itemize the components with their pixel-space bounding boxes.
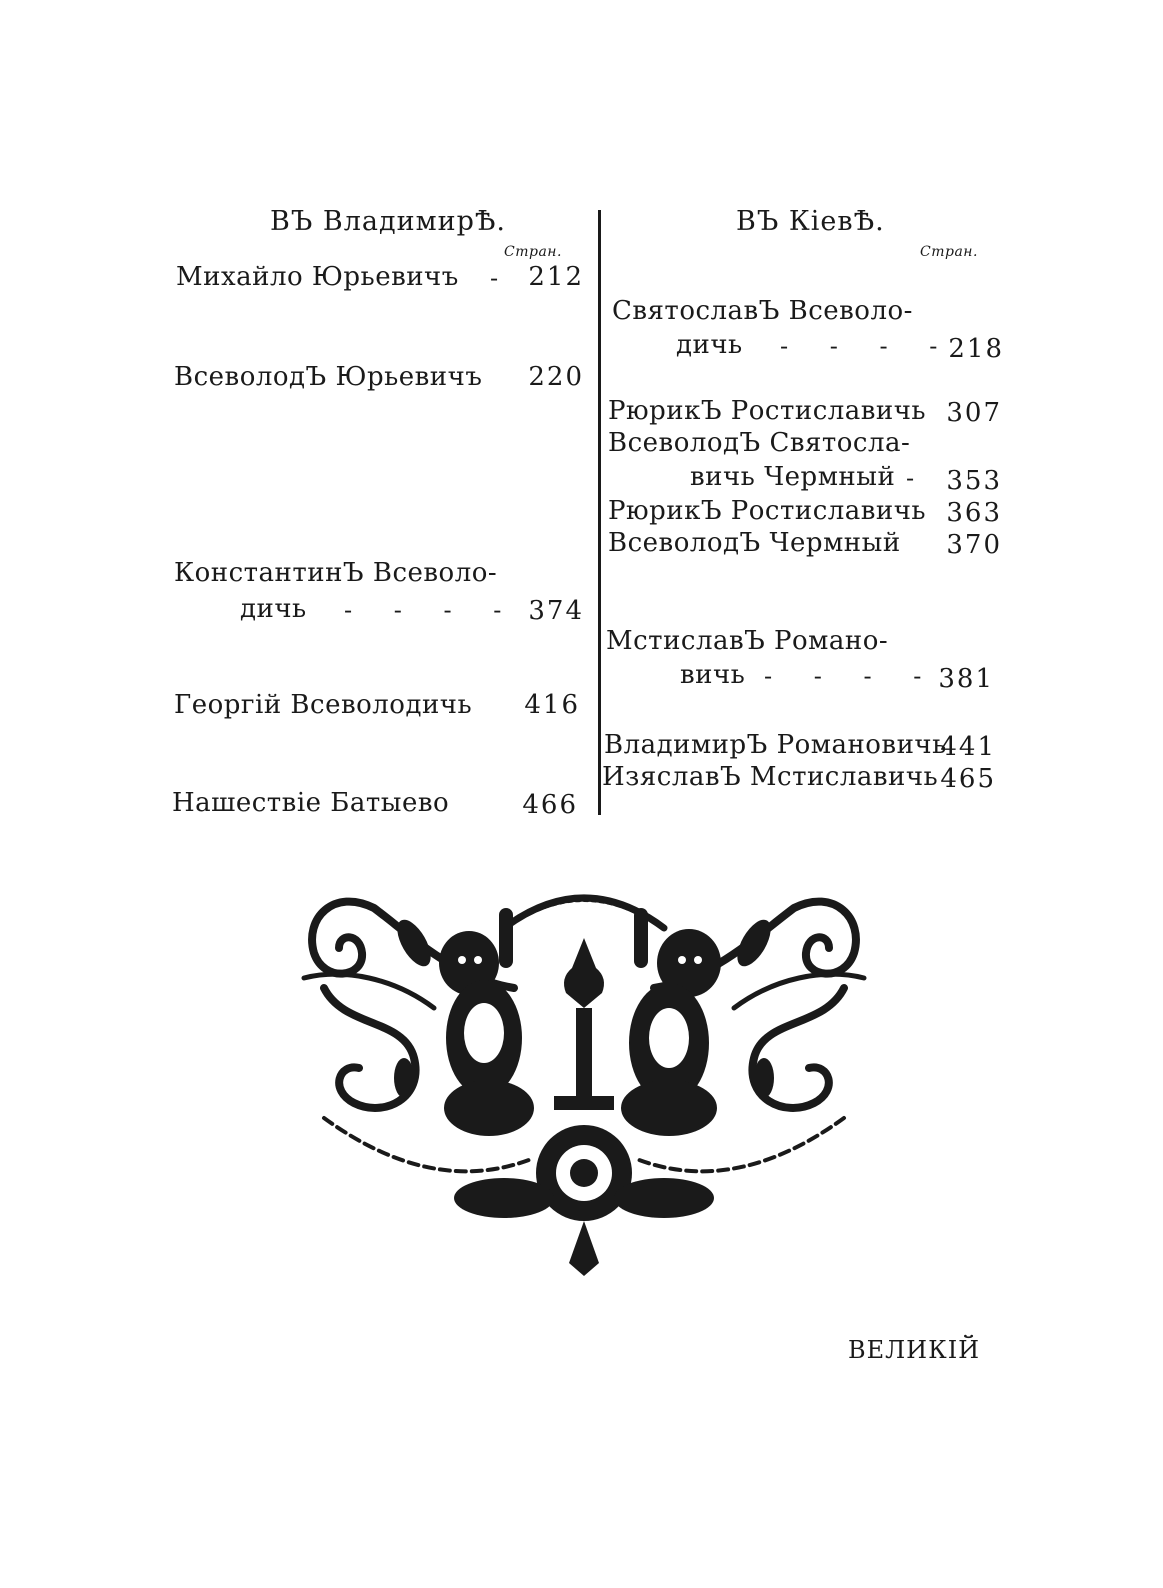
right-entry-8-page: 465 [940,764,996,794]
right-entry-3-name-line1: ВсеволодЪ Святосла- [608,428,911,458]
right-entry-7-page: 441 [940,732,996,762]
left-entry-3-page: 374 [528,596,584,626]
catchword: ВЕЛИКІЙ [848,1336,981,1364]
left-entry-4-page: 416 [524,690,580,720]
woodcut-ornament [284,868,884,1278]
left-entry-2-name: ВсеволодЪ Юрьевичъ [174,362,483,392]
right-entry-2-name: РюрикЪ Ростиславичь [608,396,927,426]
right-entry-6-name-line2: вичь [680,660,746,690]
column-divider [598,210,601,815]
left-entry-1-page: 212 [528,262,584,292]
right-page-label: Стран. [920,244,978,260]
right-entry-6-page: 381 [938,664,994,694]
right-entry-3-name-line2: вичь Чермный [690,462,896,492]
right-entry-5-name: ВсеволодЪ Чермный [608,528,901,558]
right-entry-2-page: 307 [946,398,1002,428]
right-entry-4-name: РюрикЪ Ростиславичь [608,496,927,526]
right-entry-7-name: ВладимирЪ Романовичь [604,730,947,760]
right-entry-4-page: 363 [946,498,1002,528]
left-entry-4-name: Георгій Всеволодичь [174,690,473,720]
left-page-label: Стран. [504,244,562,260]
right-entry-5-page: 370 [946,530,1002,560]
left-entry-5-name: Нашествіе Батыево [172,788,450,818]
left-entry-5-page: 466 [522,790,578,820]
left-entry-3-name-line2: дичь [240,594,307,624]
right-column-heading: ВЪ КіевѢ. [736,206,885,237]
left-entry-1-dash: - [490,264,501,292]
right-entry-6-name-line1: МстиславЪ Романо- [606,626,889,656]
right-entry-3-page: 353 [946,466,1002,496]
left-entry-1-name: Михайло Юрьевичъ [176,262,459,292]
fleur-de-lis [554,938,614,1110]
left-entry-3-name-line1: КонстантинЪ Всеволо- [174,558,498,588]
right-entry-6-dash: - - - - [764,662,924,690]
right-entry-8-name: ИзяславЪ Мстиславичь [602,762,939,792]
right-entry-1-dash: - - - - [780,332,940,360]
right-entry-1-page: 218 [948,334,1004,364]
left-entry-3-dash: - - - - [344,596,504,624]
left-column-heading: ВЪ ВладимирѢ. [270,206,507,237]
right-entry-1-name-line1: СвятославЪ Всеволо- [612,296,913,326]
right-entry-3-dash: - [906,464,917,492]
left-entry-2-page: 220 [528,362,584,392]
right-entry-1-name-line2: дичь [676,330,743,360]
